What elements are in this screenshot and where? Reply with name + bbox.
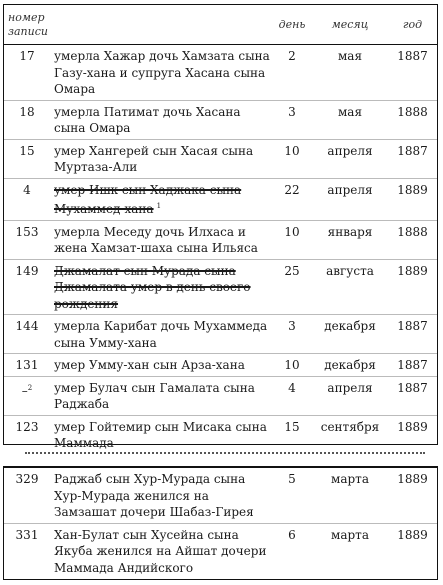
footnote-marker: 1 — [156, 202, 162, 210]
record-number: –$^2$ — [4, 376, 50, 415]
record-year: 1887 — [388, 354, 437, 377]
record-month: апреля — [312, 178, 388, 220]
header-description — [50, 5, 272, 45]
record-year: 1889 — [388, 259, 437, 315]
record-number: 15 — [4, 139, 50, 178]
record-day: 10 — [272, 354, 312, 377]
table-row — [4, 45, 437, 101]
record-year: 1889 — [397, 527, 428, 542]
record-year: 1887 — [388, 376, 437, 415]
record-description: Раджаб сын Хур-Мурада сына Хур-Мурада женился на Замзашат дочери Шабаз-Гирея — [50, 468, 272, 523]
record-description: умерла Меседу дочь Илхаса и жена Хамзат-шаха сына Ильяса — [50, 220, 272, 259]
table-row — [4, 468, 437, 523]
record-month: апреля — [312, 139, 388, 178]
record-description: умер Гойтемир сын Мисака сына Маммада — [54, 419, 267, 450]
record-description: умерла Хажар дочь Хамзата сына Газу-хана и супруга Хасана сына Омара — [50, 45, 272, 101]
record-month: декабря — [312, 354, 388, 377]
record-month: декабря — [312, 315, 388, 354]
record-day: 3 — [272, 315, 312, 354]
record-month: января — [312, 220, 388, 259]
record-number: 149 — [4, 259, 50, 315]
record-description: умерла Патимат дочь Хасана сына Омара — [50, 100, 272, 139]
footnote-marker: 2 — [27, 383, 33, 392]
record-day: 4 — [272, 376, 312, 415]
record-description: Хан-Булат сын Хусейна сына Якуба женился на Айшат дочери Маммада Андийского — [54, 527, 267, 575]
table-row — [4, 100, 437, 139]
header-month: месяц — [312, 5, 388, 45]
table-row — [4, 315, 437, 354]
table-row — [4, 523, 437, 578]
record-number: 144 — [4, 315, 50, 354]
record-month: сентября — [320, 419, 380, 434]
record-day: 6 — [288, 527, 296, 542]
record-year: 1887 — [388, 315, 437, 354]
record-description: умер Ишк сын Хаджака сына Мухаммед-хана $^1$ — [50, 178, 272, 220]
record-description: умер Булач сын Гамалата сына Раджаба — [50, 376, 272, 415]
record-day: 3 — [272, 100, 312, 139]
record-year: 1889 — [397, 419, 428, 434]
record-month: марта — [331, 527, 369, 542]
record-year: 1888 — [388, 100, 437, 139]
record-number: 18 — [4, 100, 50, 139]
record-month: августа — [312, 259, 388, 315]
record-number: 131 — [4, 354, 50, 377]
record-day: 15 — [284, 419, 300, 434]
marriage-records-table — [3, 466, 438, 580]
table-row — [4, 376, 437, 415]
record-number: 153 — [4, 220, 50, 259]
record-year: 1889 — [388, 468, 437, 523]
table-row — [4, 178, 437, 220]
death-records-table — [3, 4, 438, 450]
record-description: умер Хангерей сын Хасая сына Муртаза-Али — [50, 139, 272, 178]
table-row — [4, 415, 437, 454]
table-row — [4, 259, 437, 315]
table-row — [4, 139, 437, 178]
record-day: 10 — [272, 220, 312, 259]
record-number: 4 — [4, 178, 50, 220]
record-month: апреля — [312, 376, 388, 415]
record-number: 329 — [4, 468, 50, 523]
record-day: 25 — [272, 259, 312, 315]
record-day: 5 — [272, 468, 312, 523]
table-header-row — [4, 5, 437, 45]
header-record-number: номер записи — [4, 5, 50, 45]
header-day: день — [272, 5, 312, 45]
record-year: 1888 — [388, 220, 437, 259]
dotted-separator — [25, 452, 425, 454]
record-number: 123 — [15, 419, 39, 434]
record-year: 1889 — [388, 178, 437, 220]
record-number: 331 — [15, 527, 39, 542]
record-year: 1887 — [388, 45, 437, 101]
record-day: 22 — [272, 178, 312, 220]
record-description: умер Умму-хан сын Арза-хана — [50, 354, 272, 377]
record-year: 1887 — [388, 139, 437, 178]
record-description: Джамалат сын Мурада сына Джамалата умер в день своего рождения — [50, 259, 272, 315]
record-month: марта — [312, 468, 388, 523]
record-month: мая — [312, 45, 388, 101]
record-description: умерла Карибат дочь Мухаммеда сына Умму-хана — [50, 315, 272, 354]
header-year: год — [388, 5, 437, 45]
record-day: 10 — [272, 139, 312, 178]
table-row — [4, 220, 437, 259]
table-row — [4, 354, 437, 377]
record-month: мая — [312, 100, 388, 139]
record-day: 2 — [272, 45, 312, 101]
record-number: 17 — [4, 45, 50, 101]
